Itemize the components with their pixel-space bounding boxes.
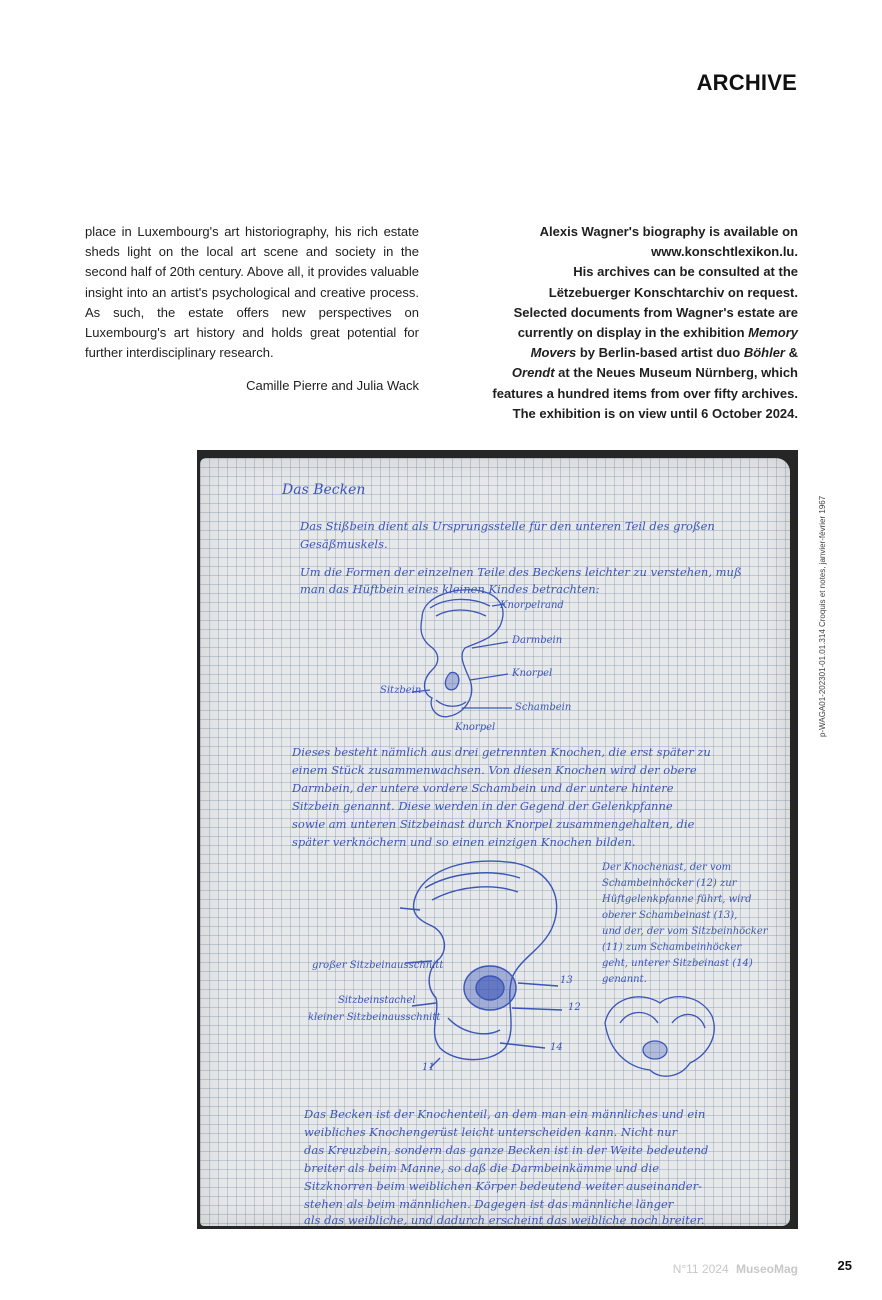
artist-name-2: Orendt [511,365,555,381]
page-number: 25 [837,1258,852,1273]
notebook-bottom-4: breiter als beim Manne, so daß die Darmbeinkämme und die [304,1161,660,1175]
info-line-10: The exhibition is on view until 6 October 2024. [512,405,798,421]
notebook-line-7: Darmbein, der untere vordere Schambein und der untere hintere [292,781,674,795]
article-text-left [85,222,419,397]
side-note-1: Der Knochenast, der vom [602,862,732,873]
ampersand: & [788,345,798,361]
notebook-photo [197,450,798,1229]
label-grosser-sitzbeinausschnitt: großer Sitzbeinausschnitt [312,960,444,971]
notebook-line-8: Sitzbein genannt. Diese werden in der Gegend der Gelenkpfanne [292,799,673,813]
side-note-7: geht, unterer Sitzbeinast (14) [602,958,753,969]
side-note-5: und der, der vom Sitzbeinhöcker [602,926,768,937]
exhibition-info [448,222,798,424]
info-line-7 [448,343,798,363]
side-note-6: (11) zum Schambeinhöcker [602,942,742,953]
article-authors: Camille Pierre and Julia Wack [246,378,419,394]
side-note-2: Schambeinhöcker (12) zur [602,878,737,889]
notebook-line-9: sowie am unteren Sitzbeinast durch Knorpel zusammengehalten, die [292,817,695,831]
label-12: 12 [568,1002,581,1013]
notebook-line-6: einem Stück zusammenwachsen. Von diesen Knochen wird der obere [292,763,697,777]
side-note-4: oberer Schambeinast (13), [602,910,738,921]
issue-number: N°11 2024 [672,1262,729,1276]
label-13: 13 [560,975,573,986]
label-knorpelrand: Knorpelrand [500,600,564,611]
notebook-line-2: Gesäßmuskels. [300,537,388,551]
label-darmbein: Darmbein [512,635,563,646]
label-sitzbein: Sitzbein [380,685,422,696]
label-knorpel-2: Knorpel [455,722,496,733]
label-14: 14 [550,1042,563,1053]
footer [673,1262,798,1276]
info-line-6 [448,323,798,343]
notebook-line-3: Um die Formen der einzelnen Teile des Beckens leichter zu verstehen, muß [300,565,742,579]
notebook-line-4: man das Hüftbein eines kleinen Kindes betrachten: [300,582,600,596]
notebook-line-5: Dieses besteht nämlich aus drei getrennten Knochen, die erst später zu [292,745,711,759]
notebook-bottom-1: Das Becken ist der Knochenteil, an dem man ein männliches und ein [304,1107,706,1121]
notebook-page [200,458,790,1226]
label-sitzbeinstachel: Sitzbeinstachel [338,995,416,1006]
label-schambein: Schambein [515,702,572,713]
exhibition-title-part2: Movers [530,345,577,361]
label-kleiner-sitzbeinausschnitt: kleiner Sitzbeinausschnitt [308,1012,441,1023]
info-line-4: Lëtzebuerger Konschtarchiv on request. [548,284,798,300]
notebook-bottom-5: Sitzknorren beim weiblichen Körper bedeutend weiter auseinander- [304,1179,702,1193]
magazine-name: MuseoMag [735,1262,798,1276]
exhibition-title-part1: Memory [748,325,798,341]
label-11: 11 [422,1062,435,1073]
article-paragraph: place in Luxembourg's art historiography, his rich estate sheds light on the local art scene and society in the second half of 20th century. Above all, it provides valuable insight into an artist's psychological and creative process. As such, the estate offers new perspectives on Luxembourg's art history and holds great potential for further interdisciplinary research. [85,224,419,361]
sketch-small-hipbone [412,590,512,717]
notebook-bottom-7: als das weibliche, und dadurch erscheint das weibliche noch breiter. [304,1213,705,1226]
side-note-8: genannt. [602,974,647,985]
notebook-drawing [200,458,790,1226]
label-knorpel-1: Knorpel [512,668,553,679]
info-line-2: www.konschtlexikon.lu. [651,244,798,260]
notebook-line-10: später verknöchern und so einen einzigen Knochen bilden. [292,835,636,849]
notebook-bottom-2: weibliches Knochengerüst leicht unterscheiden kann. Nicht nur [304,1125,678,1139]
info-line-9: features a hundred items from over fifty archives. [492,385,798,401]
notebook-line-1: Das Stißbein dient als Ursprungsstelle für den unteren Teil des großen [300,519,715,533]
notebook-bottom-3: das Kreuzbein, sondern das ganze Becken ist in der Weite bedeutend [304,1143,709,1157]
sketch-pelvis [605,997,714,1077]
side-note-3: Hüftgelenkpfanne führt, wird [602,894,752,905]
info-line-1: Alexis Wagner's biography is available on [539,224,798,239]
info-line-6-text: currently on display in the exhibition [517,325,745,341]
info-line-3: His archives can be consulted at the [573,264,798,280]
artist-name-1: Böhler [743,345,785,361]
notebook-bottom-6: stehen als beim männlichen. Dagegen ist das männliche länger [304,1197,674,1211]
photo-caption [808,452,827,737]
info-line-8 [448,363,798,383]
photo-caption-text: p-WAGA01-202301-01.01.314 Croquis et notes, janvier-février 1967 [818,495,827,737]
section-title: ARCHIVE [696,70,797,95]
info-line-7-text: by Berlin-based artist duo [579,345,741,361]
info-line-5: Selected documents from Wagner's estate are [513,304,798,320]
info-line-8-text: at the Neues Museum Nürnberg, which [558,365,798,381]
notebook-title: Das Becken [282,482,366,498]
